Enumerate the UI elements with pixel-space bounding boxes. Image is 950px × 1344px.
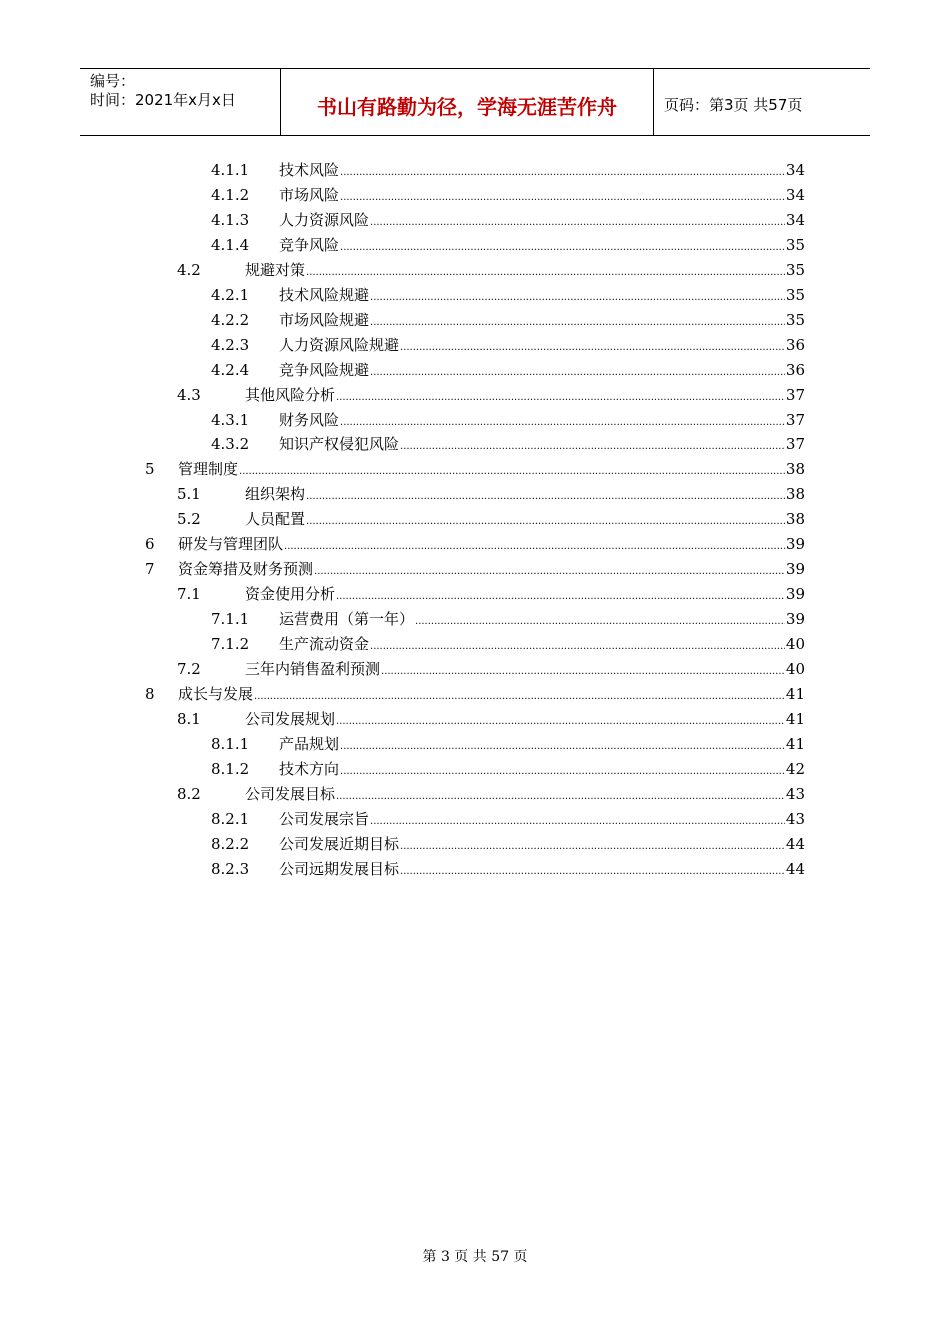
toc-entry-number: 8.2.2 — [211, 834, 250, 853]
toc-leader-dots — [306, 482, 785, 509]
toc-entry-line — [279, 832, 805, 859]
toc-entry-number: 4.2.2 — [211, 310, 250, 329]
toc-entry-page: 44 — [785, 834, 805, 853]
toc-entry-number: 4.1.2 — [211, 185, 250, 204]
toc-entry-page: 39 — [785, 560, 805, 579]
toc-entry-page: 35 — [785, 310, 805, 329]
toc-entry[interactable] — [0, 707, 950, 732]
toc-leader-dots — [336, 582, 785, 609]
toc-entry-page: 40 — [785, 660, 805, 678]
toc-leader-dots — [400, 832, 785, 859]
toc-entry-title: 市场风险 — [279, 185, 340, 204]
toc-entry-title: 人力资源风险规避 — [279, 335, 400, 354]
header-motto: 书山有路勤为径，学海无涯苦作舟 — [317, 95, 617, 119]
toc-entry[interactable] — [0, 183, 950, 208]
toc-entry-line — [279, 632, 805, 659]
toc-entry-title: 其他风险分析 — [245, 385, 336, 404]
toc-leader-dots — [340, 732, 785, 759]
toc-leader-dots — [239, 457, 785, 484]
toc-entry-page: 37 — [785, 435, 805, 454]
document-time-label: 时间：2021年x月x日 — [90, 91, 236, 109]
toc-entry-title: 公司发展近期目标 — [279, 834, 400, 853]
toc-entry-number: 8.2 — [177, 784, 201, 803]
toc-entry-number: 7.1.2 — [211, 635, 250, 654]
toc-leader-dots — [400, 333, 785, 360]
toc-entry-page: 39 — [785, 585, 805, 604]
toc-entry-number: 7 — [145, 560, 155, 579]
toc-entry-number: 4.1.3 — [211, 210, 250, 229]
toc-leader-dots — [340, 757, 785, 784]
toc-entry-title: 管理制度 — [178, 460, 239, 479]
toc-leader-dots — [415, 607, 785, 634]
toc-entry-line — [279, 607, 805, 634]
toc-entry-page: 43 — [785, 809, 805, 828]
toc-entry[interactable] — [0, 582, 950, 607]
toc-entry-line — [245, 383, 805, 410]
toc-entry-title: 组织架构 — [245, 485, 306, 504]
toc-entry-title: 人力资源风险 — [279, 210, 370, 229]
toc-entry-title: 成长与发展 — [178, 684, 254, 703]
toc-entry-page: 39 — [785, 610, 805, 629]
toc-leader-dots — [370, 283, 785, 310]
toc-entry[interactable] — [0, 832, 950, 857]
toc-entry-page: 37 — [785, 385, 805, 404]
toc-entry-page: 41 — [785, 709, 805, 728]
footer-page-number: 第 3 页 共 57 页 — [422, 1249, 528, 1265]
toc-entry[interactable] — [0, 158, 950, 183]
toc-entry-number: 8.1.2 — [211, 759, 250, 778]
toc-entry[interactable] — [0, 607, 950, 632]
toc-entry-title: 公司发展目标 — [245, 784, 336, 803]
toc-entry-line — [245, 782, 805, 809]
toc-entry-number: 4.3.2 — [211, 435, 250, 454]
toc-leader-dots — [336, 707, 785, 734]
toc-entry-title: 规避对策 — [245, 260, 306, 279]
toc-entry[interactable] — [0, 632, 950, 657]
toc-entry-title: 公司远期发展目标 — [279, 859, 400, 878]
toc-leader-dots — [306, 507, 785, 534]
toc-entry-page: 44 — [785, 859, 805, 878]
toc-entry[interactable] — [0, 233, 950, 258]
toc-entry-number: 7.1.1 — [211, 610, 250, 629]
toc-entry-page: 43 — [785, 784, 805, 803]
toc-entry-page: 35 — [785, 260, 805, 279]
toc-entry-line — [279, 333, 805, 360]
toc-entry-page: 37 — [785, 410, 805, 429]
toc-entry-line — [178, 557, 805, 584]
toc-entry-title: 人员配置 — [245, 510, 306, 529]
toc-entry-number: 4.1.1 — [211, 161, 250, 179]
toc-entry-line — [245, 482, 805, 509]
toc-entry-number: 8 — [145, 684, 155, 703]
toc-entry-line — [279, 757, 805, 784]
toc-entry[interactable] — [0, 432, 950, 457]
toc-entry[interactable] — [0, 557, 950, 582]
header-page-cell — [654, 69, 870, 135]
toc-entry-number: 4.2.3 — [211, 335, 250, 354]
toc-entry-title: 产品规划 — [279, 734, 340, 753]
toc-entry-title: 知识产权侵犯风险 — [279, 435, 400, 454]
toc-leader-dots — [400, 857, 785, 884]
toc-entry[interactable] — [0, 507, 950, 532]
toc-entry-line — [279, 857, 805, 884]
toc-entry-page: 34 — [785, 161, 805, 179]
toc-entry[interactable] — [0, 807, 950, 832]
toc-leader-dots — [336, 383, 785, 410]
toc-entry-number: 5.1 — [177, 485, 201, 504]
toc-entry-line — [245, 507, 805, 534]
toc-entry-title: 三年内销售盈利预测 — [245, 660, 381, 678]
toc-entry[interactable] — [0, 857, 950, 882]
toc-leader-dots — [306, 258, 785, 285]
page-footer — [0, 1246, 950, 1266]
toc-entry-number: 5 — [145, 460, 155, 479]
toc-entry-line — [279, 358, 805, 385]
toc-entry-title: 资金使用分析 — [245, 585, 336, 604]
toc-entry[interactable] — [0, 482, 950, 507]
toc-entry[interactable] — [0, 457, 950, 482]
toc-entry-page: 34 — [785, 185, 805, 204]
toc-entry-page: 36 — [785, 360, 805, 379]
toc-entry-line — [279, 208, 805, 235]
page-header — [80, 68, 870, 136]
toc-entry[interactable] — [0, 732, 950, 757]
toc-entry-line — [245, 582, 805, 609]
toc-entry-line — [279, 283, 805, 310]
toc-entry[interactable] — [0, 258, 950, 283]
toc-entry-line — [279, 158, 805, 185]
toc-entry-title: 技术风险规避 — [279, 285, 370, 304]
toc-entry-page: 39 — [785, 535, 805, 554]
document-number-label: 编号： — [90, 72, 136, 90]
toc-leader-dots — [381, 657, 785, 684]
toc-entry-line — [279, 308, 805, 335]
toc-entry-number: 8.1.1 — [211, 734, 250, 753]
toc-entry[interactable] — [0, 208, 950, 233]
toc-entry-number: 4.2 — [177, 260, 201, 279]
toc-entry-number: 4.1.4 — [211, 235, 250, 254]
toc-leader-dots — [340, 183, 785, 210]
toc-entry-line — [245, 657, 805, 684]
header-meta-cell — [80, 69, 281, 135]
toc-leader-dots — [370, 807, 785, 834]
toc-leader-dots — [284, 532, 785, 559]
toc-entry[interactable] — [0, 333, 950, 358]
toc-entry-title: 资金筹措及财务预测 — [178, 560, 314, 579]
toc-entry-title: 运营费用（第一年） — [279, 610, 415, 629]
toc-entry-line — [279, 807, 805, 834]
toc-leader-dots — [340, 408, 785, 435]
header-page-label: 页码：第3页 共57页 — [664, 96, 803, 114]
toc-entry-page: 38 — [785, 460, 805, 479]
toc-entry-number: 7.1 — [177, 585, 201, 604]
toc-entry[interactable] — [0, 532, 950, 557]
toc-leader-dots — [400, 432, 785, 459]
toc-entry[interactable] — [0, 757, 950, 782]
toc-entry-number: 4.2.1 — [211, 285, 250, 304]
toc-leader-dots — [340, 158, 785, 185]
toc-entry-title: 财务风险 — [279, 410, 340, 429]
toc-leader-dots — [370, 208, 785, 235]
toc-entry-line — [279, 183, 805, 210]
toc-leader-dots — [370, 358, 785, 385]
toc-entry-number: 8.2.3 — [211, 859, 250, 878]
toc-entry-line — [245, 707, 805, 734]
toc-entry-number: 6 — [145, 535, 155, 554]
toc-entry-page: 42 — [785, 759, 805, 778]
toc-leader-dots — [336, 782, 785, 809]
toc-entry-title: 研发与管理团队 — [178, 535, 284, 554]
toc-entry[interactable] — [0, 408, 950, 433]
toc-entry-title: 竞争风险 — [279, 235, 340, 254]
toc-entry-number: 8.2.1 — [211, 809, 250, 828]
toc-entry-title: 公司发展宗旨 — [279, 809, 370, 828]
toc-entry-number: 5.2 — [177, 510, 201, 529]
toc-entry-line — [245, 258, 805, 285]
toc-entry-line — [279, 233, 805, 260]
toc-leader-dots — [370, 308, 785, 335]
toc-entry-page: 35 — [785, 285, 805, 304]
toc-entry-title: 生产流动资金 — [279, 635, 370, 654]
toc-entry[interactable] — [0, 308, 950, 333]
toc-entry-page: 36 — [785, 335, 805, 354]
toc-entry-title: 市场风险规避 — [279, 310, 370, 329]
toc-entry-title: 公司发展规划 — [245, 709, 336, 728]
toc-entry-line — [279, 432, 805, 459]
toc-entry-page: 40 — [785, 635, 805, 654]
header-motto-cell — [281, 69, 654, 135]
toc-entry-number: 7.2 — [177, 660, 201, 678]
toc-entry-number: 4.3 — [177, 385, 201, 404]
toc-entry-number: 4.2.4 — [211, 360, 250, 379]
toc-entry-title: 技术风险 — [279, 161, 340, 179]
toc-leader-dots — [254, 682, 785, 709]
toc-entry[interactable] — [0, 657, 950, 682]
toc-entry-line — [178, 532, 805, 559]
toc-entry[interactable] — [0, 682, 950, 707]
toc-leader-dots — [370, 632, 785, 659]
toc-entry-page: 38 — [785, 510, 805, 529]
toc-entry-number: 8.1 — [177, 709, 201, 728]
toc-leader-dots — [340, 233, 785, 260]
toc-entry-line — [178, 682, 805, 709]
toc-entry-title: 竞争风险规避 — [279, 360, 370, 379]
toc-entry-number: 4.3.1 — [211, 410, 250, 429]
toc-entry[interactable] — [0, 383, 950, 408]
toc-entry[interactable] — [0, 782, 950, 807]
toc-entry-line — [279, 732, 805, 759]
toc-entry-title: 技术方向 — [279, 759, 340, 778]
toc-entry-page: 35 — [785, 235, 805, 254]
toc-entry-page: 34 — [785, 210, 805, 229]
toc-entry-page: 38 — [785, 485, 805, 504]
toc-entry-line — [279, 408, 805, 435]
toc-entry-page: 41 — [785, 734, 805, 753]
toc-leader-dots — [314, 557, 785, 584]
toc-entry-page: 41 — [785, 684, 805, 703]
toc-entry[interactable] — [0, 358, 950, 383]
toc-entry[interactable] — [0, 283, 950, 308]
toc-entry-line — [178, 457, 805, 484]
